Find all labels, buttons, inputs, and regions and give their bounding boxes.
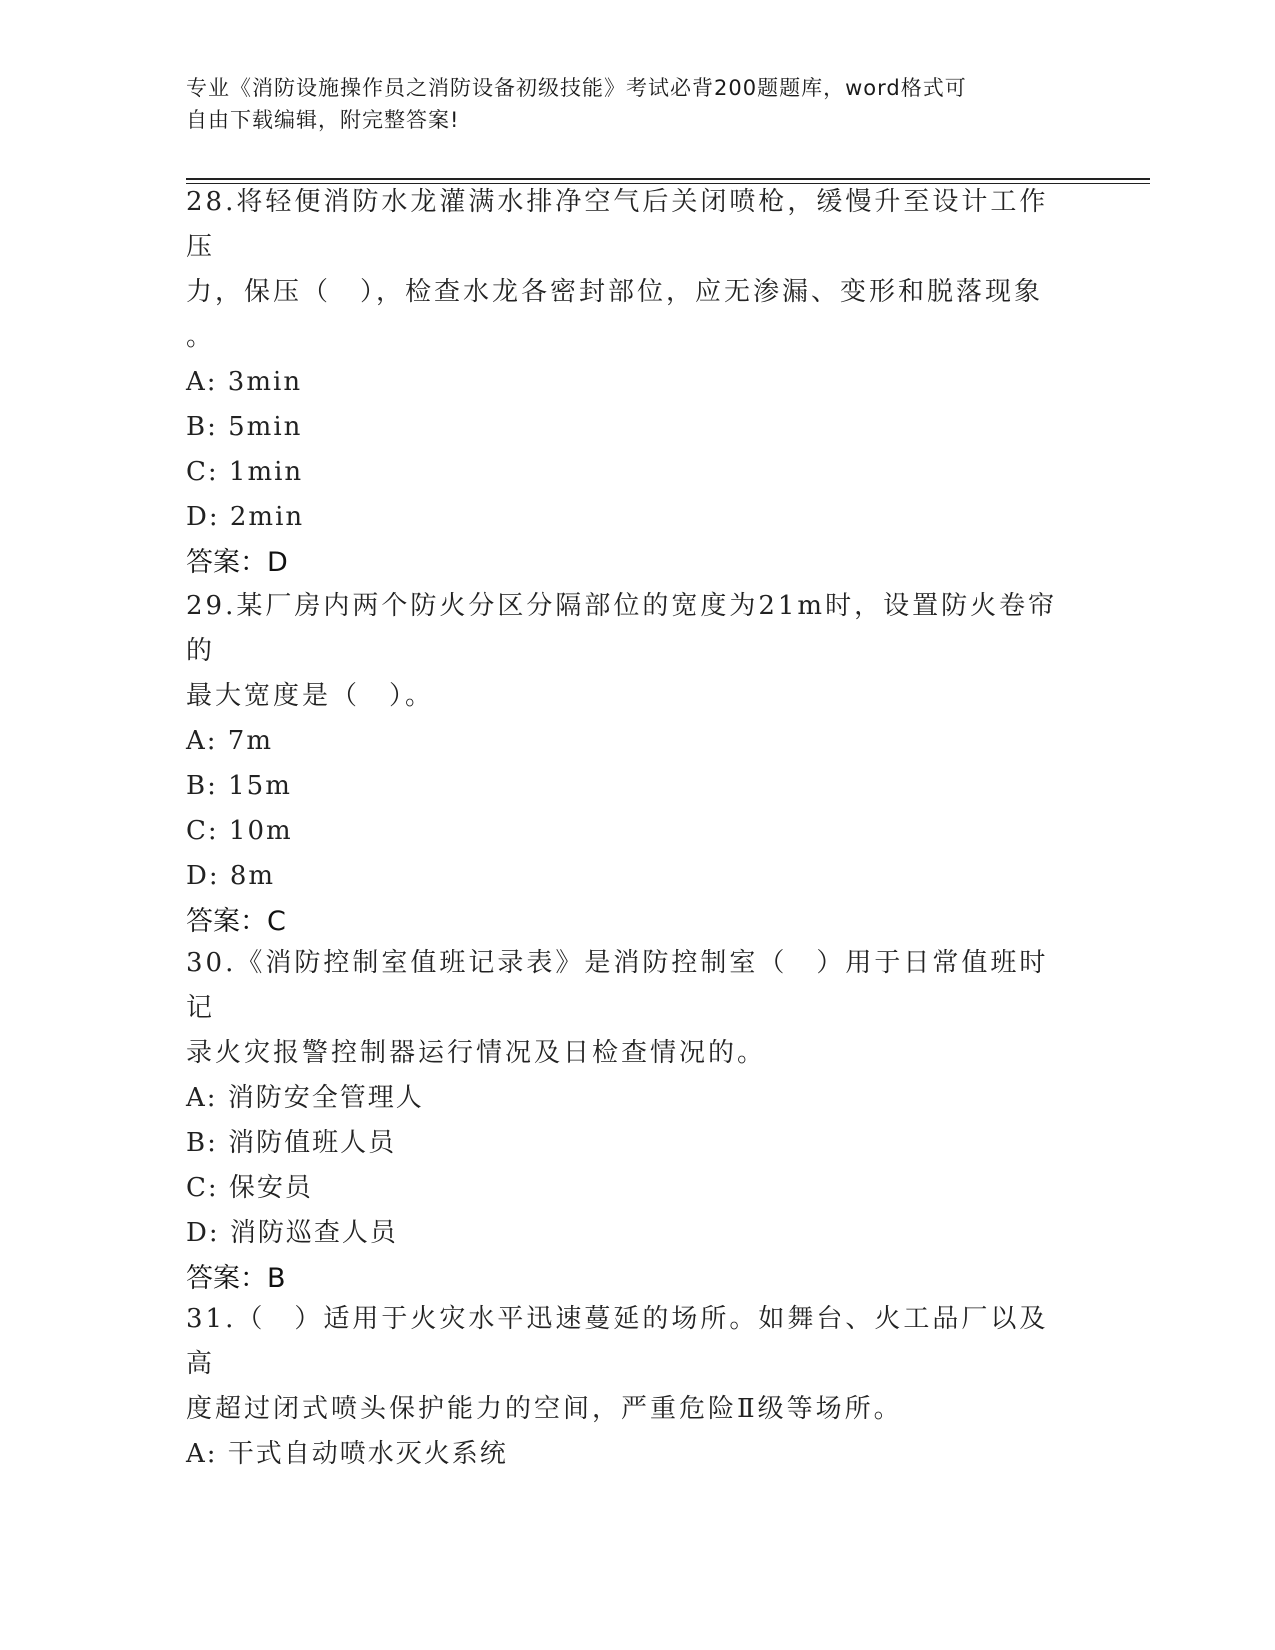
option-c: C: 1min [186, 457, 304, 487]
option-a: A: 消防安全管理人 [186, 1083, 424, 1113]
question-stem-line: 。 [186, 322, 216, 352]
option-d: D: 2min [186, 502, 305, 532]
question-stem-line: 31.（ ）适用于火灾水平迅速蔓延的场所。如舞台、火工品厂以及高 [186, 1304, 1049, 1379]
question-stem-line: 28.将轻便消防水龙灌满水排净空气后关闭喷枪，缓慢升至设计工作压 [186, 187, 1049, 262]
option-d: D: 8m [186, 861, 276, 891]
question-stem-line: 录火灾报警控制器运行情况及日检查情况的。 [186, 1038, 767, 1068]
option-b: B: 消防值班人员 [186, 1128, 397, 1158]
option-a: A: 7m [186, 726, 273, 756]
question-31 [186, 1297, 1066, 1477]
answer-line: 答案：C [186, 906, 286, 937]
option-d: D: 消防巡查人员 [186, 1218, 398, 1248]
document-header [186, 72, 1066, 136]
option-a: A: 3min [186, 367, 303, 397]
question-stem-line: 30.《消防控制室值班记录表》是消防控制室（ ）用于日常值班时记 [186, 948, 1049, 1023]
question-stem-line: 29.某厂房内两个防火分区分隔部位的宽度为21m时，设置防火卷帘的 [186, 591, 1058, 666]
header-line-2: 自由下载编辑，附完整答案! [186, 108, 460, 132]
question-stem-line: 力，保压（ ），检查水龙各密封部位，应无渗漏、变形和脱落现象 [186, 277, 1044, 307]
option-b: B: 5min [186, 412, 303, 442]
question-28 [186, 180, 1066, 585]
header-line-1: 专业《消防设施操作员之消防设备初级技能》考试必背200题题库，word格式可 [186, 76, 967, 100]
question-30 [186, 941, 1066, 1301]
option-c: C: 10m [186, 816, 293, 846]
answer-line: 答案：D [186, 547, 288, 578]
option-b: B: 15m [186, 771, 292, 801]
answer-line: 答案：B [186, 1263, 286, 1294]
question-29 [186, 584, 1066, 944]
option-a: A: 干式自动喷水灭火系统 [186, 1439, 508, 1469]
question-stem-line: 最大宽度是（ ）。 [186, 681, 435, 711]
question-stem-line: 度超过闭式喷头保护能力的空间，严重危险Ⅱ级等场所。 [186, 1394, 903, 1424]
option-c: C: 保安员 [186, 1173, 313, 1203]
